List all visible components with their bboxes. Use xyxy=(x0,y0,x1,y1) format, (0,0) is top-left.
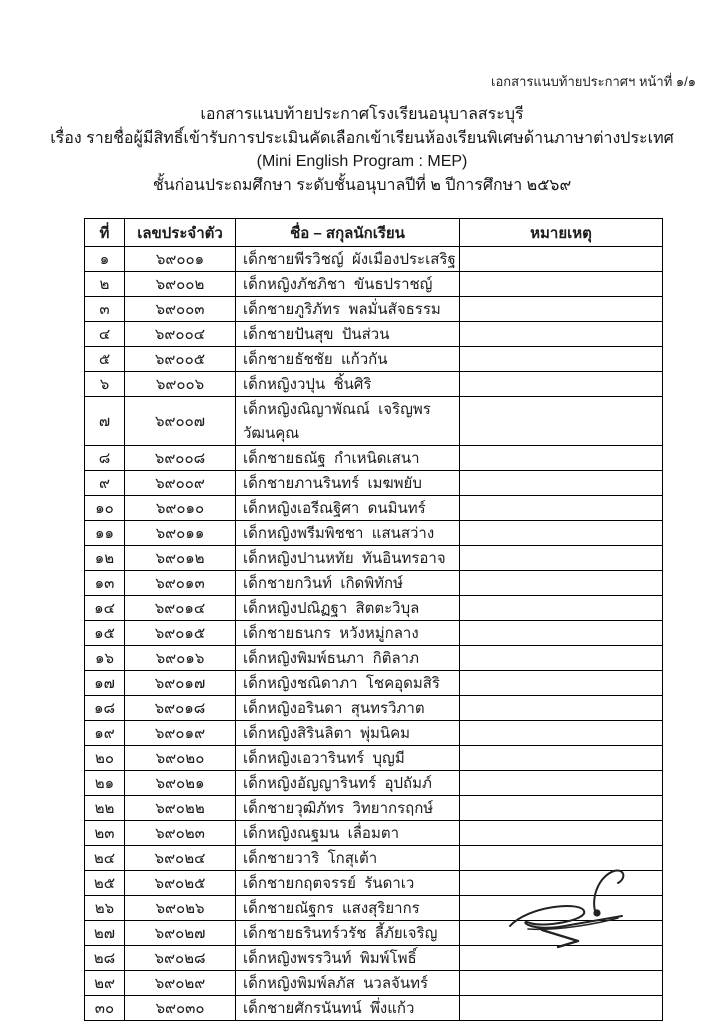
table-row xyxy=(85,696,663,721)
student-id: ๖๙๐๒๒ xyxy=(125,796,236,821)
table-row xyxy=(85,871,663,896)
title-line-2: เรื่อง รายชื่อผู้มีสิทธิ์เข้ารับการประเมินคัดเลือกเข้าเรียนห้องเรียนพิเศษด้านภาษาต่างประเทศ xyxy=(50,129,674,147)
remark-cell xyxy=(460,471,663,496)
remark-cell xyxy=(460,971,663,996)
student-id: ๖๙๐๓๐ xyxy=(125,996,236,1021)
table-row xyxy=(85,322,663,347)
remark-cell xyxy=(460,571,663,596)
row-number: ๑ xyxy=(85,247,125,272)
column-header-student-id: เลขประจำตัว xyxy=(125,219,236,247)
student-name: เด็กหญิงพรีมพิชชา แสนสว่าง xyxy=(236,521,460,546)
student-name: เด็กหญิงภัชภิชา ขันธปราชญ์ xyxy=(236,272,460,297)
student-id: ๖๙๐๐๑ xyxy=(125,247,236,272)
table-row xyxy=(85,671,663,696)
remark-cell xyxy=(460,521,663,546)
table-row xyxy=(85,921,663,946)
row-number: ๙ xyxy=(85,471,125,496)
row-number: ๑๖ xyxy=(85,646,125,671)
remark-cell xyxy=(460,347,663,372)
remark-cell xyxy=(460,621,663,646)
remark-cell xyxy=(460,646,663,671)
table-row xyxy=(85,297,663,322)
row-number: ๒๔ xyxy=(85,846,125,871)
remark-cell xyxy=(460,821,663,846)
table-row xyxy=(85,771,663,796)
remark-cell xyxy=(460,871,663,896)
student-name: เด็กชายปันสุข ปันส่วน xyxy=(236,322,460,347)
student-name: เด็กหญิงณิญาพัณณ์ เจริญพรวัฒนคุณ xyxy=(236,397,460,446)
remark-cell xyxy=(460,596,663,621)
student-id: ๖๙๐๑๙ xyxy=(125,721,236,746)
student-id: ๖๙๐๑๑ xyxy=(125,521,236,546)
row-number: ๒๖ xyxy=(85,896,125,921)
table-row xyxy=(85,372,663,397)
student-name: เด็กชายธัชชัย แก้วกัน xyxy=(236,347,460,372)
remark-cell xyxy=(460,796,663,821)
row-number: ๒๙ xyxy=(85,971,125,996)
remark-cell xyxy=(460,846,663,871)
table-row xyxy=(85,846,663,871)
student-id: ๖๙๐๑๓ xyxy=(125,571,236,596)
student-name: เด็กหญิงปานหทัย ทันอินทรอาจ xyxy=(236,546,460,571)
student-name: เด็กชายภูริภัทร พลมั่นสัจธรรม xyxy=(236,297,460,322)
title-line-1: เอกสารแนบท้ายประกาศโรงเรียนอนุบาลสระบุรี xyxy=(200,106,524,123)
column-header-no: ที่ xyxy=(85,219,125,247)
row-number: ๓ xyxy=(85,297,125,322)
student-table xyxy=(84,218,663,1021)
table-row xyxy=(85,347,663,372)
table-row xyxy=(85,971,663,996)
remark-cell xyxy=(460,372,663,397)
row-number: ๕ xyxy=(85,347,125,372)
table-header-row xyxy=(85,219,663,247)
student-name: เด็กหญิงพิมพ์ลภัส นวลจันทร์ xyxy=(236,971,460,996)
remark-cell xyxy=(460,696,663,721)
page-note: เอกสารแนบท้ายประกาศฯ หน้าที่ ๑/๑ xyxy=(491,74,696,89)
remark-cell xyxy=(460,946,663,971)
row-number: ๗ xyxy=(85,397,125,446)
student-id: ๖๙๐๐๘ xyxy=(125,446,236,471)
student-name: เด็กหญิงชณิดาภา โชคอุดมสิริ xyxy=(236,671,460,696)
table-row xyxy=(85,821,663,846)
student-name: เด็กชายกฤตจรรย์ รันดาเว xyxy=(236,871,460,896)
table-row xyxy=(85,996,663,1021)
student-id: ๖๙๐๐๖ xyxy=(125,372,236,397)
document-title-block xyxy=(0,103,724,197)
student-id: ๖๙๐๑๘ xyxy=(125,696,236,721)
table-row xyxy=(85,521,663,546)
student-id: ๖๙๐๐๔ xyxy=(125,322,236,347)
remark-cell xyxy=(460,546,663,571)
student-name: เด็กหญิงพิมพ์ธนภา กิติลาภ xyxy=(236,646,460,671)
row-number: ๑๘ xyxy=(85,696,125,721)
table-row xyxy=(85,746,663,771)
title-line-3: (Mini English Program : MEP) xyxy=(256,153,468,170)
student-id: ๖๙๐๐๓ xyxy=(125,297,236,322)
remark-cell xyxy=(460,272,663,297)
student-id: ๖๙๐๑๐ xyxy=(125,496,236,521)
table-row xyxy=(85,946,663,971)
student-id: ๖๙๐๒๖ xyxy=(125,896,236,921)
student-id: ๖๙๐๑๖ xyxy=(125,646,236,671)
row-number: ๑๑ xyxy=(85,521,125,546)
table-row xyxy=(85,546,663,571)
student-name: เด็กชายศักรนันทน์ พึ่งแก้ว xyxy=(236,996,460,1021)
row-number: ๓๐ xyxy=(85,996,125,1021)
table-row xyxy=(85,272,663,297)
student-id: ๖๙๐๒๐ xyxy=(125,746,236,771)
row-number: ๘ xyxy=(85,446,125,471)
student-id: ๖๙๐๑๒ xyxy=(125,546,236,571)
row-number: ๑๓ xyxy=(85,571,125,596)
row-number: ๒๘ xyxy=(85,946,125,971)
table-row xyxy=(85,646,663,671)
student-name: เด็กหญิงพรรวินท์ พิมพ์โพธิ์ xyxy=(236,946,460,971)
student-name: เด็กชายธนกร หวังหมู่กลาง xyxy=(236,621,460,646)
remark-cell xyxy=(460,921,663,946)
student-name: เด็กหญิงณฐมน เลื่อมตา xyxy=(236,821,460,846)
row-number: ๔ xyxy=(85,322,125,347)
row-number: ๖ xyxy=(85,372,125,397)
title-line-4: ชั้นก่อนประถมศึกษา ระดับชั้นอนุบาลปีที่ ๒ ปีการศึกษา ๒๕๖๙ xyxy=(152,176,572,194)
student-name: เด็กหญิงเอรีณฐิศา ดนมินทร์ xyxy=(236,496,460,521)
table-row xyxy=(85,471,663,496)
row-number: ๒๓ xyxy=(85,821,125,846)
table-row xyxy=(85,721,663,746)
student-id: ๖๙๐๑๕ xyxy=(125,621,236,646)
student-id: ๖๙๐๐๒ xyxy=(125,272,236,297)
table-row xyxy=(85,896,663,921)
student-id: ๖๙๐๐๙ xyxy=(125,471,236,496)
remark-cell xyxy=(460,721,663,746)
remark-cell xyxy=(460,671,663,696)
student-name: เด็กชายวาริ โกสุเต้า xyxy=(236,846,460,871)
student-id: ๖๙๐๒๔ xyxy=(125,846,236,871)
table-row xyxy=(85,247,663,272)
student-id: ๖๙๐๒๙ xyxy=(125,971,236,996)
student-name: เด็กหญิงวปุน ชิ้นศิริ xyxy=(236,372,460,397)
student-id: ๖๙๐๐๗ xyxy=(125,397,236,446)
row-number: ๑๕ xyxy=(85,621,125,646)
row-number: ๑๐ xyxy=(85,496,125,521)
student-id: ๖๙๐๒๘ xyxy=(125,946,236,971)
row-number: ๒๕ xyxy=(85,871,125,896)
row-number: ๒ xyxy=(85,272,125,297)
remark-cell xyxy=(460,446,663,471)
student-id: ๖๙๐๒๓ xyxy=(125,821,236,846)
remark-cell xyxy=(460,397,663,446)
student-id: ๖๙๐๐๕ xyxy=(125,347,236,372)
student-name: เด็กหญิงอรินดา สุนทรวิภาต xyxy=(236,696,460,721)
student-name: เด็กชายกวินท์ เกิดพิทักษ์ xyxy=(236,571,460,596)
column-header-name: ชื่อ – สกุลนักเรียน xyxy=(236,219,460,247)
table-row xyxy=(85,496,663,521)
student-id: ๖๙๐๑๗ xyxy=(125,671,236,696)
remark-cell xyxy=(460,496,663,521)
row-number: ๒๗ xyxy=(85,921,125,946)
row-number: ๑๙ xyxy=(85,721,125,746)
student-id: ๖๙๐๒๕ xyxy=(125,871,236,896)
table-row xyxy=(85,446,663,471)
student-id: ๖๙๐๒๗ xyxy=(125,921,236,946)
remark-cell xyxy=(460,247,663,272)
column-header-remark: หมายเหตุ xyxy=(460,219,663,247)
remark-cell xyxy=(460,746,663,771)
table-row xyxy=(85,571,663,596)
student-name: เด็กชายพีรวิชญ์ ผังเมืองประเสริฐ xyxy=(236,247,460,272)
student-name: เด็กหญิงสิรินลิตา พุ่มนิคม xyxy=(236,721,460,746)
student-name: เด็กชายธรินทร์วรัช ลี้ภัยเจริญ xyxy=(236,921,460,946)
remark-cell xyxy=(460,771,663,796)
student-name: เด็กชายวุฒิภัทร วิทยากรฤกษ์ xyxy=(236,796,460,821)
row-number: ๑๗ xyxy=(85,671,125,696)
table-body xyxy=(85,247,663,1021)
table-row xyxy=(85,796,663,821)
student-name: เด็กชายธณัฐ กำเหนิดเสนา xyxy=(236,446,460,471)
student-name: เด็กหญิงเอวารินทร์ บุญมี xyxy=(236,746,460,771)
remark-cell xyxy=(460,322,663,347)
remark-cell xyxy=(460,996,663,1021)
row-number: ๒๐ xyxy=(85,746,125,771)
row-number: ๒๑ xyxy=(85,771,125,796)
remark-cell xyxy=(460,297,663,322)
student-name: เด็กชายณัฐกร แสงสุริยากร xyxy=(236,896,460,921)
row-number: ๑๔ xyxy=(85,596,125,621)
student-id: ๖๙๐๒๑ xyxy=(125,771,236,796)
student-id: ๖๙๐๑๔ xyxy=(125,596,236,621)
student-name: เด็กหญิงอัญญารินทร์ อุปถัมภ์ xyxy=(236,771,460,796)
remark-cell xyxy=(460,896,663,921)
row-number: ๑๒ xyxy=(85,546,125,571)
table-row xyxy=(85,596,663,621)
student-name: เด็กหญิงปณิฏฐา สิตตะวิบุล xyxy=(236,596,460,621)
row-number: ๒๒ xyxy=(85,796,125,821)
table-row xyxy=(85,621,663,646)
table-row xyxy=(85,397,663,446)
student-name: เด็กชายภานรินทร์ เมฆพยับ xyxy=(236,471,460,496)
